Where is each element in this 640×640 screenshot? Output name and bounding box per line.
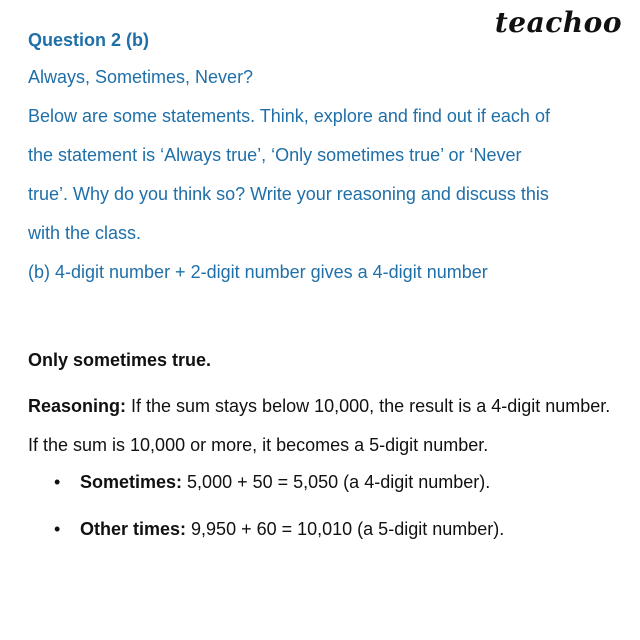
bullet-text: 9,950 + 60 = 10,010 (a 5-digit number). <box>186 519 505 539</box>
answer-verdict: Only sometimes true. <box>28 350 212 370</box>
reasoning-label: Reasoning: <box>28 396 127 416</box>
answer-block <box>28 341 618 563</box>
question-block <box>28 26 618 292</box>
bullet-icon: • <box>54 519 61 539</box>
question-line: (b) 4-digit number + 2-digit number gives a 4-digit number <box>28 262 488 282</box>
bullet-text: 5,000 + 50 = 5,050 (a 4-digit number). <box>182 472 491 492</box>
reasoning-paragraph <box>28 387 618 465</box>
question-line: true’. Why do you think so? Write your reasoning and discuss this <box>28 184 549 204</box>
question-title: Question 2 (b) <box>28 30 149 50</box>
list-item <box>50 469 618 495</box>
bullet-label: Other times: <box>80 519 187 539</box>
example-list <box>28 469 618 542</box>
list-item <box>50 516 618 542</box>
reasoning-text: If the sum stays below 10,000, the result is a 4-digit number. If the sum is 10,000 or more, it becomes a 5-digit number. <box>28 396 611 455</box>
question-line: the statement is ‘Always true’, ‘Only sometimes true’ or ‘Never <box>28 145 522 165</box>
question-line: Below are some statements. Think, explore and find out if each of <box>28 106 550 126</box>
question-line: with the class. <box>28 223 142 243</box>
bullet-label: Sometimes: <box>80 472 183 492</box>
bullet-icon: • <box>54 472 61 492</box>
teachoo-logo: teachoo <box>494 6 622 39</box>
question-line: Always, Sometimes, Never? <box>28 67 254 87</box>
